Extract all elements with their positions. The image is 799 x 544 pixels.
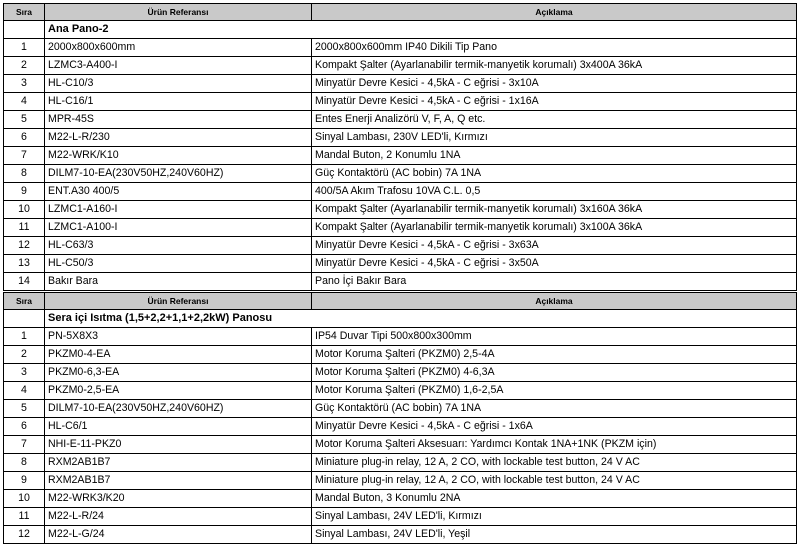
- parts-table-sera-isitma: [3, 292, 797, 544]
- row-number: 3: [4, 75, 45, 93]
- description: Motor Koruma Şalteri Aksesuarı: Yardımcı Kontak 1NA+1NK (PKZM için): [312, 436, 797, 454]
- row-number: 4: [4, 382, 45, 400]
- product-reference: HL-C10/3: [45, 75, 312, 93]
- row-number: 10: [4, 201, 45, 219]
- table-row: [4, 273, 797, 291]
- table-row: [4, 129, 797, 147]
- row-number: 6: [4, 418, 45, 436]
- description: Kompakt Şalter (Ayarlanabilir termik-manyetik korumalı) 3x160A 36kA: [312, 201, 797, 219]
- product-reference: Bakır Bara: [45, 273, 312, 291]
- row-number: 10: [4, 490, 45, 508]
- table-row: [4, 364, 797, 382]
- product-reference: M22-WRK/K10: [45, 147, 312, 165]
- table-row: [4, 219, 797, 237]
- description: 2000x800x600mm IP40 Dikili Tip Pano: [312, 39, 797, 57]
- table-row: [4, 526, 797, 544]
- table-row: [4, 382, 797, 400]
- row-number: 12: [4, 237, 45, 255]
- table-row: [4, 490, 797, 508]
- description: Sinyal Lambası, 24V LED'li, Yeşil: [312, 526, 797, 544]
- product-reference: DILM7-10-EA(230V50HZ,240V60HZ): [45, 165, 312, 183]
- header-desc: Açıklama: [312, 293, 797, 310]
- row-number: 11: [4, 508, 45, 526]
- product-reference: ENT.A30 400/5: [45, 183, 312, 201]
- section-title-row: [4, 310, 797, 328]
- description: Minyatür Devre Kesici - 4,5kA - C eğrisi - 1x16A: [312, 93, 797, 111]
- table-row: [4, 508, 797, 526]
- table-row: [4, 328, 797, 346]
- description: Mandal Buton, 2 Konumlu 1NA: [312, 147, 797, 165]
- row-number: 8: [4, 165, 45, 183]
- header-ref: Ürün Referansı: [45, 4, 312, 21]
- product-reference: LZMC3-A400-I: [45, 57, 312, 75]
- description: Miniature plug-in relay, 12 A, 2 CO, with lockable test button, 24 V AC: [312, 454, 797, 472]
- product-reference: HL-C63/3: [45, 237, 312, 255]
- table-row: [4, 346, 797, 364]
- product-reference: M22-WRK3/K20: [45, 490, 312, 508]
- table-row: [4, 165, 797, 183]
- description: Motor Koruma Şalteri (PKZM0) 4-6,3A: [312, 364, 797, 382]
- description: Motor Koruma Şalteri (PKZM0) 2,5-4A: [312, 346, 797, 364]
- row-number: 11: [4, 219, 45, 237]
- table-row: [4, 93, 797, 111]
- product-reference: RXM2AB1B7: [45, 454, 312, 472]
- row-number: 5: [4, 111, 45, 129]
- product-reference: HL-C6/1: [45, 418, 312, 436]
- product-reference: PKZM0-4-EA: [45, 346, 312, 364]
- description: IP54 Duvar Tipi 500x800x300mm: [312, 328, 797, 346]
- table-row: [4, 237, 797, 255]
- description: Motor Koruma Şalteri (PKZM0) 1,6-2,5A: [312, 382, 797, 400]
- product-reference: LZMC1-A100-I: [45, 219, 312, 237]
- row-number: 1: [4, 328, 45, 346]
- row-number: 8: [4, 454, 45, 472]
- description: Minyatür Devre Kesici - 4,5kA - C eğrisi - 3x50A: [312, 255, 797, 273]
- row-number: 2: [4, 57, 45, 75]
- description: Sinyal Lambası, 24V LED'li, Kırmızı: [312, 508, 797, 526]
- header-desc: Açıklama: [312, 4, 797, 21]
- table-row: [4, 201, 797, 219]
- description: Mandal Buton, 3 Konumlu 2NA: [312, 490, 797, 508]
- description: Pano İçi Bakır Bara: [312, 273, 797, 291]
- table-row: [4, 147, 797, 165]
- row-number: 9: [4, 472, 45, 490]
- table-row: [4, 57, 797, 75]
- parts-table-ana-pano: [3, 3, 797, 291]
- description: Minyatür Devre Kesici - 4,5kA - C eğrisi - 3x63A: [312, 237, 797, 255]
- description: Minyatür Devre Kesici - 4,5kA - C eğrisi - 3x10A: [312, 75, 797, 93]
- description: Güç Kontaktörü (AC bobin) 7A 1NA: [312, 165, 797, 183]
- product-reference: 2000x800x600mm: [45, 39, 312, 57]
- table-row: [4, 400, 797, 418]
- table-header-row: [4, 293, 797, 310]
- product-reference: NHI-E-11-PKZ0: [45, 436, 312, 454]
- product-reference: PN-5X8X3: [45, 328, 312, 346]
- row-number: 5: [4, 400, 45, 418]
- row-number: 4: [4, 93, 45, 111]
- product-reference: M22-L-G/24: [45, 526, 312, 544]
- row-number: 3: [4, 364, 45, 382]
- row-number: 9: [4, 183, 45, 201]
- row-number: 7: [4, 436, 45, 454]
- table-row: [4, 111, 797, 129]
- table-row: [4, 39, 797, 57]
- row-number: 12: [4, 526, 45, 544]
- table-row: [4, 436, 797, 454]
- product-reference: M22-L-R/230: [45, 129, 312, 147]
- product-reference: M22-L-R/24: [45, 508, 312, 526]
- row-number: 2: [4, 346, 45, 364]
- row-number: 6: [4, 129, 45, 147]
- header-sira: Sıra: [4, 293, 45, 310]
- row-number: 7: [4, 147, 45, 165]
- table-row: [4, 183, 797, 201]
- product-reference: HL-C50/3: [45, 255, 312, 273]
- description: Minyatür Devre Kesici - 4,5kA - C eğrisi - 1x6A: [312, 418, 797, 436]
- table-header-row: [4, 4, 797, 21]
- product-reference: LZMC1-A160-I: [45, 201, 312, 219]
- section-title: Ana Pano-2: [45, 21, 797, 39]
- table-row: [4, 454, 797, 472]
- table-row: [4, 255, 797, 273]
- description: Miniature plug-in relay, 12 A, 2 CO, with lockable test button, 24 V AC: [312, 472, 797, 490]
- description: Sinyal Lambası, 230V LED'li, Kırmızı: [312, 129, 797, 147]
- table-row: [4, 75, 797, 93]
- description: Kompakt Şalter (Ayarlanabilir termik-manyetik korumalı) 3x100A 36kA: [312, 219, 797, 237]
- description: Entes Enerji Analizörü V, F, A, Q etc.: [312, 111, 797, 129]
- description: Güç Kontaktörü (AC bobin) 7A 1NA: [312, 400, 797, 418]
- product-reference: PKZM0-6,3-EA: [45, 364, 312, 382]
- section-title: Sera içi Isıtma (1,5+2,2+1,1+2,2kW) Panosu: [45, 310, 797, 328]
- product-reference: MPR-45S: [45, 111, 312, 129]
- description: 400/5A Akım Trafosu 10VA C.L. 0,5: [312, 183, 797, 201]
- row-number: 13: [4, 255, 45, 273]
- table-row: [4, 418, 797, 436]
- header-ref: Ürün Referansı: [45, 293, 312, 310]
- header-sira: Sıra: [4, 4, 45, 21]
- product-reference: DILM7-10-EA(230V50HZ,240V60HZ): [45, 400, 312, 418]
- product-reference: PKZM0-2,5-EA: [45, 382, 312, 400]
- row-number: 1: [4, 39, 45, 57]
- section-title-row: [4, 21, 797, 39]
- product-reference: RXM2AB1B7: [45, 472, 312, 490]
- description: Kompakt Şalter (Ayarlanabilir termik-manyetik korumalı) 3x400A 36kA: [312, 57, 797, 75]
- row-number: 14: [4, 273, 45, 291]
- product-reference: HL-C16/1: [45, 93, 312, 111]
- table-row: [4, 472, 797, 490]
